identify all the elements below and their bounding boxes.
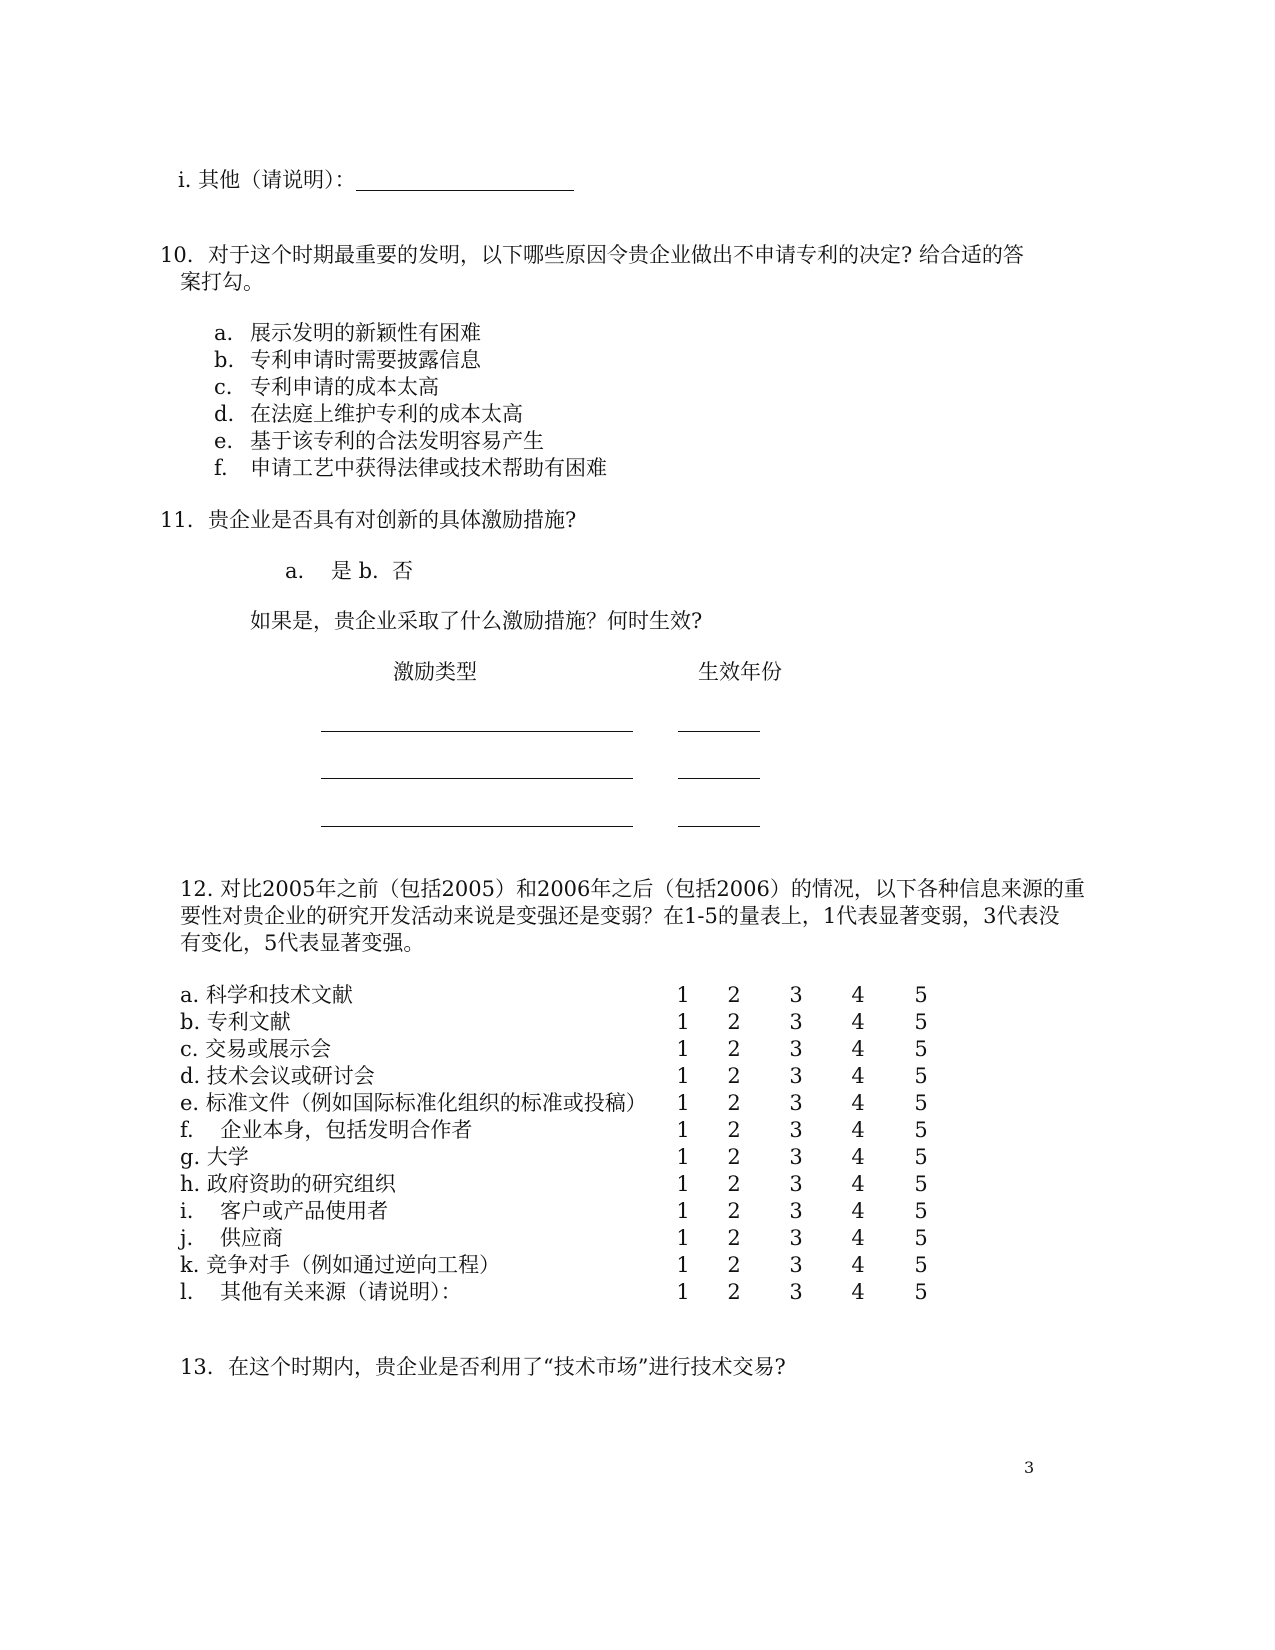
q12-rating-option[interactable]: 1 <box>676 1010 690 1034</box>
q12-source-label: g. 大学 <box>180 1145 249 1169</box>
q12-question-line1: 12. 对比2005年之前（包括2005）和2006年之后（包括2006）的情况，以下各种信息来源的重 <box>180 877 1085 901</box>
q12-rating-option[interactable]: 2 <box>727 1091 741 1115</box>
q12-rating-option[interactable]: 5 <box>914 1037 928 1061</box>
q12-rating-option[interactable]: 5 <box>914 1118 928 1142</box>
q10-option-letter: c. <box>214 375 233 399</box>
q12-rating-option[interactable]: 1 <box>676 1280 690 1304</box>
q12-rating-option[interactable]: 5 <box>914 1172 928 1196</box>
q12-rating-option[interactable]: 3 <box>789 1172 803 1196</box>
q10-number: 10. <box>160 243 194 267</box>
q12-rating-option[interactable]: 2 <box>727 1280 741 1304</box>
q12-source-label: c. 交易或展示会 <box>180 1037 332 1061</box>
q11-yes-no-options[interactable]: a. 是 b. 否 <box>285 559 414 583</box>
q11-incentive-type-input-line[interactable] <box>321 826 633 827</box>
q11-incentive-type-input-line[interactable] <box>321 778 633 779</box>
q12-source-label: e. 标准文件（例如国际标准化组织的标准或投稿） <box>180 1091 647 1115</box>
q12-rating-option[interactable]: 2 <box>727 1064 741 1088</box>
q10-question-line2: 案打勾。 <box>180 270 264 294</box>
q12-source-label: i. 客户或产品使用者 <box>180 1199 389 1223</box>
q12-rating-option[interactable]: 1 <box>676 1091 690 1115</box>
q12-rating-option[interactable]: 4 <box>851 1226 865 1250</box>
q12-source-label: h. 政府资助的研究组织 <box>180 1172 396 1196</box>
q12-rating-option[interactable]: 5 <box>914 983 928 1007</box>
q12-rating-option[interactable]: 5 <box>914 1253 928 1277</box>
q12-rating-option[interactable]: 4 <box>851 1118 865 1142</box>
q12-question-line2: 要性对贵企业的研究开发活动来说是变强还是变弱？在1-5的量表上，1代表显著变弱，3代表没 <box>180 904 1060 928</box>
q12-rating-option[interactable]: 2 <box>727 1010 741 1034</box>
page-number: 3 <box>1024 1458 1035 1477</box>
q12-rating-option[interactable]: 1 <box>676 1037 690 1061</box>
q12-rating-option[interactable]: 4 <box>851 1253 865 1277</box>
q10-option-letter: a. <box>214 321 234 345</box>
q10-option-letter: f. <box>214 456 228 480</box>
q12-question-line3: 有变化，5代表显著变强。 <box>180 931 425 955</box>
q11-question: 贵企业是否具有对创新的具体激励措施? <box>208 508 577 532</box>
q12-rating-option[interactable]: 1 <box>676 1199 690 1223</box>
q9-other-input-line[interactable] <box>356 190 574 191</box>
q10-option-text[interactable]: 专利申请的成本太高 <box>250 375 439 399</box>
q12-source-label: d. 技术会议或研讨会 <box>180 1064 375 1088</box>
q11-followup-question: 如果是，贵企业采取了什么激励措施？何时生效? <box>250 609 703 633</box>
q10-option-text[interactable]: 基于该专利的合法发明容易产生 <box>250 429 544 453</box>
q12-rating-option[interactable]: 3 <box>789 1145 803 1169</box>
q11-col-effective-year: 生效年份 <box>698 660 782 684</box>
q12-rating-option[interactable]: 2 <box>727 1037 741 1061</box>
q10-question-line1: 对于这个时期最重要的发明，以下哪些原因令贵企业做出不申请专利的决定? 给合适的答 <box>208 243 1024 267</box>
q13-number: 13. <box>180 1355 214 1379</box>
q11-effective-year-input-line[interactable] <box>678 778 760 779</box>
q12-rating-option[interactable]: 1 <box>676 1064 690 1088</box>
q12-rating-option[interactable]: 3 <box>789 1064 803 1088</box>
q10-option-letter: e. <box>214 429 234 453</box>
q10-option-text[interactable]: 申请工艺中获得法律或技术帮助有困难 <box>250 456 607 480</box>
q9-other-label: i. 其他（请说明）： <box>178 168 356 192</box>
q12-rating-option[interactable]: 1 <box>676 1145 690 1169</box>
q12-rating-option[interactable]: 2 <box>727 983 741 1007</box>
q10-option-letter: b. <box>214 348 235 372</box>
q12-rating-option[interactable]: 3 <box>789 1118 803 1142</box>
q12-rating-option[interactable]: 2 <box>727 1145 741 1169</box>
q12-source-label: f. 企业本身，包括发明合作者 <box>180 1118 473 1142</box>
q12-rating-option[interactable]: 4 <box>851 1280 865 1304</box>
q12-rating-option[interactable]: 1 <box>676 1253 690 1277</box>
q12-rating-option[interactable]: 4 <box>851 1199 865 1223</box>
q12-rating-option[interactable]: 5 <box>914 1199 928 1223</box>
q12-rating-option[interactable]: 3 <box>789 1253 803 1277</box>
q10-option-letter: d. <box>214 402 235 426</box>
q12-rating-option[interactable]: 5 <box>914 1010 928 1034</box>
q12-rating-option[interactable]: 2 <box>727 1199 741 1223</box>
q13-question: 在这个时期内，贵企业是否利用了“技术市场”进行技术交易? <box>228 1355 786 1379</box>
q12-source-label: j. 供应商 <box>180 1226 283 1250</box>
q12-source-label: l. 其他有关来源（请说明）： <box>180 1280 462 1304</box>
q12-source-label: k. 竞争对手（例如通过逆向工程） <box>180 1253 501 1277</box>
q11-effective-year-input-line[interactable] <box>678 826 760 827</box>
q12-rating-option[interactable]: 3 <box>789 1010 803 1034</box>
q12-rating-option[interactable]: 4 <box>851 1037 865 1061</box>
q12-source-label: b. 专利文献 <box>180 1010 291 1034</box>
q12-rating-option[interactable]: 4 <box>851 983 865 1007</box>
q12-rating-option[interactable]: 3 <box>789 1280 803 1304</box>
q12-rating-option[interactable]: 2 <box>727 1118 741 1142</box>
q12-rating-option[interactable]: 2 <box>727 1253 741 1277</box>
q12-rating-option[interactable]: 3 <box>789 983 803 1007</box>
q12-rating-option[interactable]: 4 <box>851 1145 865 1169</box>
q10-option-text[interactable]: 展示发明的新颖性有困难 <box>250 321 481 345</box>
q12-rating-option[interactable]: 5 <box>914 1064 928 1088</box>
q12-rating-option[interactable]: 3 <box>789 1226 803 1250</box>
q12-rating-option[interactable]: 5 <box>914 1280 928 1304</box>
q12-rating-option[interactable]: 5 <box>914 1145 928 1169</box>
q12-rating-option[interactable]: 5 <box>914 1091 928 1115</box>
q12-rating-option[interactable]: 3 <box>789 1037 803 1061</box>
q12-source-label: a. 科学和技术文献 <box>180 983 353 1007</box>
q12-rating-option[interactable]: 4 <box>851 1064 865 1088</box>
q10-option-text[interactable]: 在法庭上维护专利的成本太高 <box>250 402 523 426</box>
q10-option-text[interactable]: 专利申请时需要披露信息 <box>250 348 481 372</box>
q11-effective-year-input-line[interactable] <box>678 731 760 732</box>
q11-number: 11. <box>160 508 194 532</box>
q11-col-incentive-type: 激励类型 <box>393 660 477 684</box>
q12-rating-option[interactable]: 4 <box>851 1091 865 1115</box>
q12-rating-option[interactable]: 1 <box>676 1118 690 1142</box>
q12-rating-option[interactable]: 1 <box>676 983 690 1007</box>
q12-rating-option[interactable]: 4 <box>851 1010 865 1034</box>
q12-rating-option[interactable]: 1 <box>676 1172 690 1196</box>
q12-rating-option[interactable]: 2 <box>727 1226 741 1250</box>
q12-rating-option[interactable]: 3 <box>789 1091 803 1115</box>
q12-rating-option[interactable]: 1 <box>676 1226 690 1250</box>
q12-rating-option[interactable]: 4 <box>851 1172 865 1196</box>
q11-incentive-type-input-line[interactable] <box>321 731 633 732</box>
q12-rating-option[interactable]: 5 <box>914 1226 928 1250</box>
q12-rating-option[interactable]: 3 <box>789 1199 803 1223</box>
q12-rating-option[interactable]: 2 <box>727 1172 741 1196</box>
